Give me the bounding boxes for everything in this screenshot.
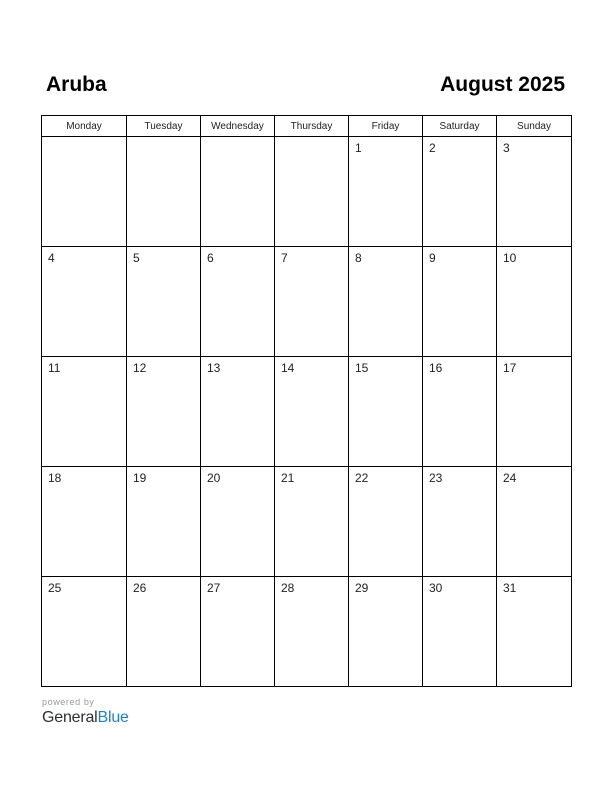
weekday-header: Sunday: [497, 116, 572, 137]
day-cell: [42, 357, 127, 467]
week-row: [42, 137, 572, 247]
day-cell: [201, 577, 275, 687]
day-cell: [349, 357, 423, 467]
day-cell: [275, 357, 349, 467]
day-number: 1: [355, 141, 362, 155]
brand-blue-text: Blue: [97, 709, 129, 726]
week-row: [42, 467, 572, 577]
day-cell: [201, 357, 275, 467]
day-number: 29: [355, 581, 369, 595]
day-number: 31: [503, 581, 517, 595]
day-number: 17: [503, 361, 517, 375]
day-cell: [127, 137, 201, 247]
day-number: 11: [48, 361, 61, 375]
weekday-header: Saturday: [423, 116, 497, 137]
day-number: 9: [429, 251, 436, 265]
day-cell: [42, 247, 127, 357]
day-cell: [275, 577, 349, 687]
day-number: [201, 137, 274, 141]
day-cell: [127, 577, 201, 687]
week-row: [42, 357, 572, 467]
day-cell: [349, 467, 423, 577]
day-number: [127, 137, 200, 141]
day-number: 16: [429, 361, 443, 375]
brand-general-text: General: [42, 709, 98, 726]
day-cell: [275, 137, 349, 247]
day-number: [42, 137, 126, 141]
footer-brand: [42, 697, 129, 728]
day-number: 14: [281, 361, 295, 375]
day-number: 13: [207, 361, 221, 375]
day-number: 8: [355, 251, 362, 265]
day-number: 20: [207, 471, 221, 485]
powered-by-label: powered by: [42, 697, 95, 707]
week-row: [42, 577, 572, 687]
day-cell: [201, 137, 275, 247]
day-cell: [423, 467, 497, 577]
day-number: 12: [133, 361, 147, 375]
day-number: 23: [429, 471, 443, 485]
day-cell: [497, 247, 572, 357]
day-cell: [127, 467, 201, 577]
weekday-header: Friday: [349, 116, 423, 137]
calendar-grid: [41, 115, 572, 687]
day-number: 26: [133, 581, 147, 595]
day-number: 28: [281, 581, 295, 595]
calendar-header: [41, 70, 571, 100]
day-cell: [497, 137, 572, 247]
day-number: 2: [429, 141, 436, 155]
day-cell: [275, 467, 349, 577]
day-number: 15: [355, 361, 369, 375]
weekday-header: Tuesday: [127, 116, 201, 137]
day-cell: [349, 247, 423, 357]
day-cell: [201, 247, 275, 357]
day-cell: [349, 577, 423, 687]
day-number: 25: [48, 581, 62, 595]
day-number: 6: [207, 251, 214, 265]
day-cell: [349, 137, 423, 247]
day-number: 3: [503, 141, 510, 155]
day-cell: [201, 467, 275, 577]
day-cell: [127, 247, 201, 357]
day-cell: [42, 577, 127, 687]
weekday-header-row: [42, 116, 572, 137]
day-number: 19: [133, 471, 147, 485]
day-cell: [127, 357, 201, 467]
day-number: 7: [281, 251, 288, 265]
weekday-header: Wednesday: [201, 116, 275, 137]
day-cell: [423, 247, 497, 357]
country-title: Aruba: [46, 73, 107, 96]
day-cell: [275, 247, 349, 357]
day-number: 22: [355, 471, 369, 485]
day-number: 27: [207, 581, 221, 595]
day-number: 30: [429, 581, 443, 595]
month-year-title: August 2025: [440, 73, 565, 96]
day-cell: [423, 137, 497, 247]
weekday-header: Monday: [42, 116, 127, 137]
day-cell: [423, 357, 497, 467]
day-number: 21: [281, 471, 295, 485]
day-cell: [497, 467, 572, 577]
day-number: [275, 137, 348, 141]
day-cell: [497, 357, 572, 467]
day-cell: [423, 577, 497, 687]
day-cell: [42, 137, 127, 247]
day-cell: [42, 467, 127, 577]
day-cell: [497, 577, 572, 687]
generalblue-logo: [42, 708, 129, 728]
weekday-header: Thursday: [275, 116, 349, 137]
day-number: 18: [48, 471, 62, 485]
day-number: 5: [133, 251, 140, 265]
day-number: 4: [48, 251, 55, 265]
day-number: 10: [503, 251, 517, 265]
week-row: [42, 247, 572, 357]
day-number: 24: [503, 471, 517, 485]
